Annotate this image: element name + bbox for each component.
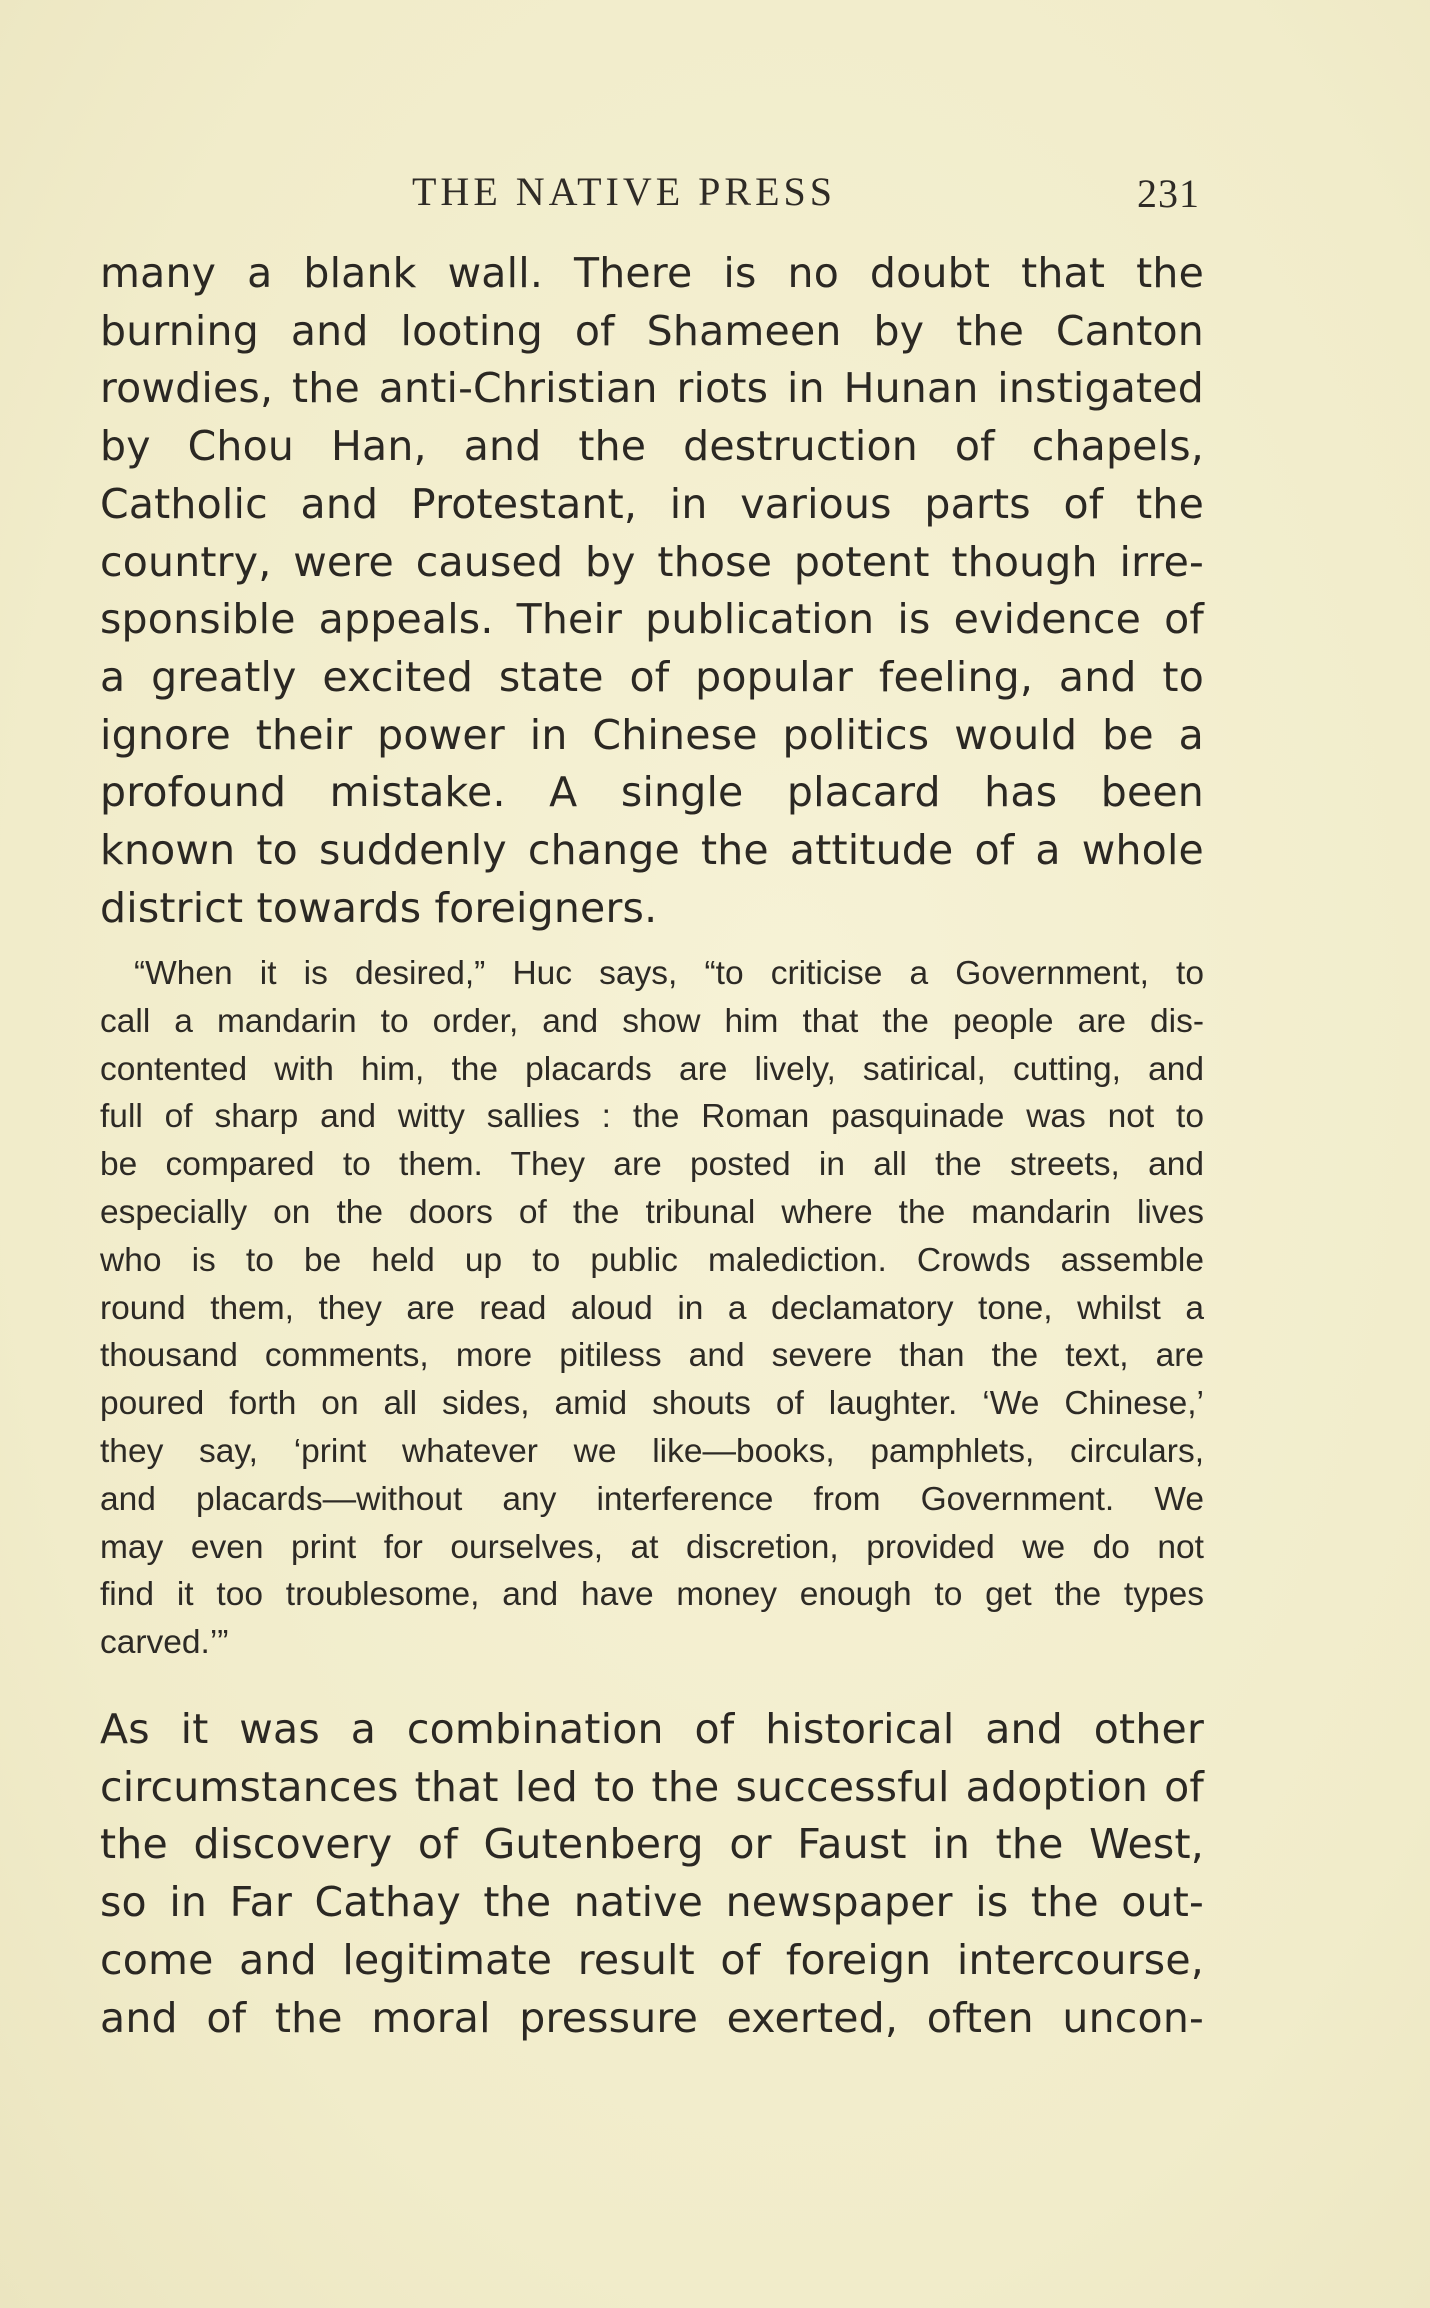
text-line: rowdies, the anti-Christian riots in Hunan instigated	[100, 364, 1204, 413]
text-line: known to suddenly change the attitude of a whole	[100, 826, 1204, 875]
text-line: by Chou Han, and the destruction of chapels,	[100, 422, 1204, 471]
quote-line: they say, ‘print whatever we like—books, pamphlets, circulars,	[100, 1432, 1204, 1470]
text-line: come and legitimate result of foreign intercourse,	[100, 1935, 1204, 1984]
paragraph-newspaper-origin	[100, 1701, 1204, 2047]
text-line: so in Far Cathay the native newspaper is the out-	[100, 1878, 1204, 1927]
text-line: district towards foreigners.	[100, 883, 658, 932]
text-line: profound mistake. A single placard has been	[100, 768, 1204, 817]
text-line: circumstances that led to the successful adoption of	[100, 1762, 1204, 1811]
quote-line: who is to be held up to public malediction. Crowds assemble	[100, 1241, 1204, 1279]
text-line: burning and looting of Shameen by the Canton	[100, 306, 1204, 355]
paragraph-placards-influence	[100, 245, 1204, 937]
text-line: sponsible appeals. Their publication is evidence of	[100, 595, 1204, 644]
text-line: ignore their power in Chinese politics would be a	[100, 710, 1204, 759]
text-line: a greatly excited state of popular feeling, and to	[100, 652, 1204, 701]
page-number: 231	[1137, 171, 1200, 216]
running-title: THE NATIVE PRESS	[412, 169, 837, 214]
quote-line: and placards—without any interference from Government. We	[100, 1480, 1204, 1518]
text-line: As it was a combination of historical and other	[100, 1705, 1204, 1753]
text-line: and of the moral pressure exerted, often uncon-	[100, 1993, 1204, 2042]
quote-line: find it too troublesome, and have money enough to get the types	[100, 1576, 1204, 1614]
text-line: many a blank wall. There is no doubt that the	[100, 249, 1204, 297]
quote-line: contented with him, the placards are lively, satirical, cutting, and	[100, 1050, 1204, 1088]
quote-line: carved.’”	[100, 1624, 229, 1662]
text-line: country, were caused by those potent though irre-	[100, 537, 1204, 586]
text-line: Catholic and Protestant, in various parts of the	[100, 479, 1204, 528]
quote-line: poured forth on all sides, amid shouts of laughter. ‘We Chinese,’	[100, 1385, 1204, 1423]
quote-line: call a mandarin to order, and show him that the people are dis-	[100, 1002, 1204, 1040]
quote-line: may even print for ourselves, at discretion, provided we do not	[100, 1528, 1204, 1566]
quote-line: full of sharp and witty sallies : the Roman pasquinade was not to	[100, 1098, 1204, 1136]
quote-line: thousand comments, more pitiless and severe than the text, are	[100, 1337, 1204, 1375]
block-quotation-huc	[100, 950, 1204, 1667]
quote-line: round them, they are read aloud in a declamatory tone, whilst a	[100, 1289, 1204, 1327]
quote-line: be compared to them. They are posted in all the streets, and	[100, 1146, 1204, 1184]
quote-line: “When it is desired,” Huc says, “to criticise a Government, to	[134, 955, 1204, 992]
text-line: the discovery of Gutenberg or Faust in the West,	[100, 1820, 1204, 1869]
quote-line: especially on the doors of the tribunal where the mandarin lives	[100, 1193, 1204, 1231]
page-header	[100, 168, 1204, 218]
